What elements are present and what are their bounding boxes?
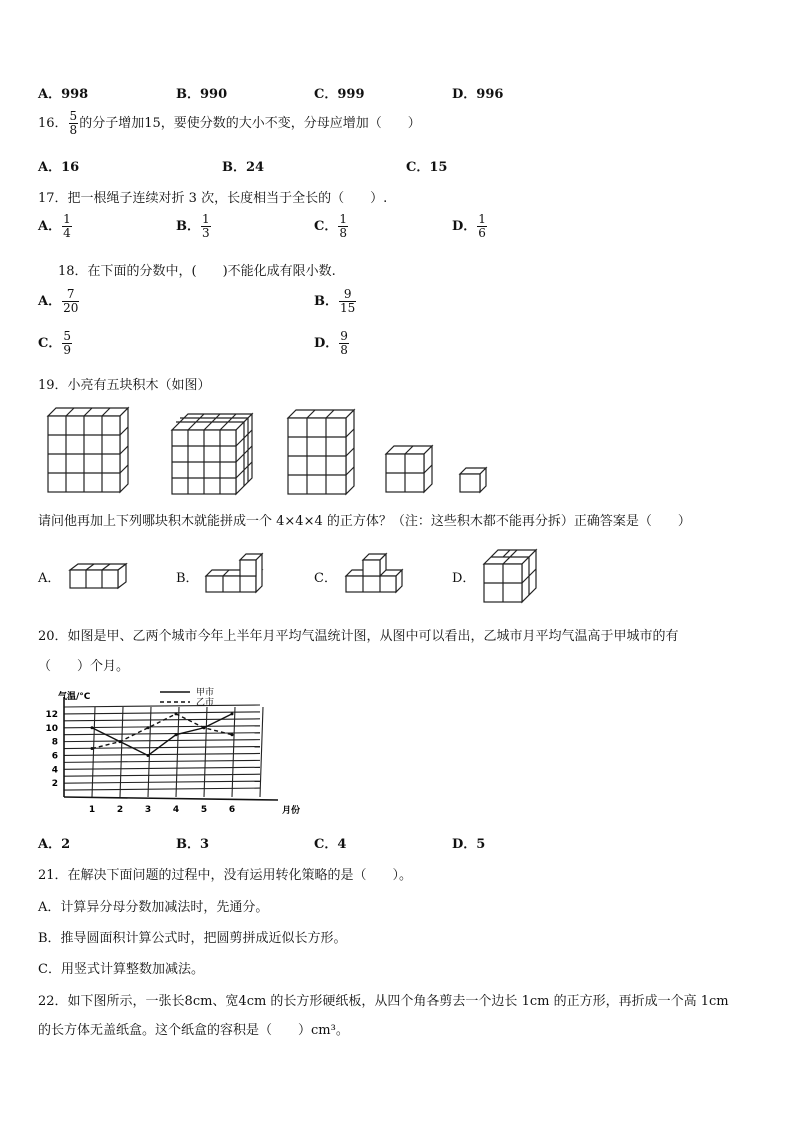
q17-stem: 17．把一根绳子连续对折 3 次，长度相当于全长的（ ）. [38,191,388,206]
q19-option-b-figure [204,550,270,594]
q15-option-d: D．996 [452,87,504,102]
legend-label: 乙市 [196,698,215,708]
q20-option-a: A．2 [38,837,71,852]
data-point [91,747,94,750]
grid-line-v [204,707,207,797]
q17-option-b: B． $\frac{1}{3}$ [176,212,210,240]
q21-option-c: C．用竖式计算整数加减法。 [38,962,204,977]
x-tick-label: 4 [172,805,180,815]
data-point [119,740,122,743]
q19-option-c-figure [344,550,410,594]
legend-label: 甲市 [196,688,215,698]
q21-stem: 21．在解决下面问题的过程中，没有运用转化策略的是（ ）。 [38,868,413,883]
q15-option-c: C．999 [314,87,365,102]
q20-option-d: D．5 [452,837,486,852]
x-tick-label: 1 [88,805,96,815]
q19-option-d-figure [482,546,542,606]
grid-line-h [64,781,260,783]
q17-option-a: A． $\frac{1}{4}$ [38,212,71,240]
y-tick-label: 6 [51,751,58,762]
x-tick-label: 2 [116,805,124,815]
y-tick-label: 10 [45,723,58,734]
q18-option-d: D． $\frac{9}{8}$ [314,329,348,357]
data-point [147,754,150,757]
q22-stem-line1: 22．如下图所示，一张长8cm、宽4cm 的长方形硬纸板，从四个角各剪去一个边长 1cm 的正方形，再折成一个高 1cm [38,994,729,1009]
grid-line-h [64,705,260,707]
q15-option-a: A．998 [38,87,89,102]
q15-option-b: B．990 [176,87,228,102]
block-1 [48,408,128,492]
q19-five-blocks-figure [40,400,500,500]
y-axis-label: 气温/°C [58,692,91,702]
y-tick-label: 12 [45,709,58,720]
data-point [175,712,178,715]
data-point [231,733,234,736]
y-tick-label: 8 [51,737,58,748]
q20-option-b: B．3 [176,837,210,852]
x-tick-label: 3 [144,805,152,815]
q20-stem: 20．如图是甲、乙两个城市今年上半年月平均气温统计图，从图中可以看出，乙城市月平均气温高于甲城市的有 [38,629,679,644]
q19-option-b-label: B． [176,571,199,586]
q16-option-a: A．16 [38,160,80,175]
block-5 [460,468,486,492]
block-2 [172,414,252,494]
x-axis [64,797,278,800]
block-3 [288,410,354,494]
q17-option-c: C． $\frac{1}{8}$ [314,212,347,240]
y-tick-label: 4 [51,765,58,776]
data-point [147,726,150,729]
temperature-line-chart [40,685,301,820]
q19-question: 请问他再加上下列哪块积木就能拼成一个 4×4×4 的正方体？（注：这些积木都不能再分拆）正确答案是（ ） [38,514,691,529]
y-tick-label: 2 [51,779,58,790]
q18-option-a: A． $\frac{7}{20}$ [38,287,79,315]
q16-option-b: B．24 [222,160,265,175]
block-4 [386,446,432,492]
q16-stem: 16． $\frac{5}{8}$ 的分子增加15，要使分数的大小不变，分母应增加（ ） [38,109,421,137]
q19-option-c-label: C． [314,571,337,586]
q16-option-c: C．15 [406,160,448,175]
x-tick-label: 6 [228,805,236,815]
q17-option-d: D． $\frac{1}{6}$ [452,212,486,240]
q18-stem: 18．在下面的分数中，( )不能化成有限小数. [58,264,336,279]
x-axis-label: 月份 [282,806,301,816]
data-point [91,726,94,729]
q18-option-c: C． $\frac{5}{9}$ [38,329,71,357]
grid-line-h [64,788,260,790]
grid-line-v [260,707,263,797]
q20-option-c: C．4 [314,837,347,852]
q20-stem-continued: （ ）个月。 [38,659,130,674]
data-point [231,712,234,715]
q21-option-a: A．计算异分母分数加减法时，先通分。 [38,900,269,915]
q22-stem-line2: 的长方体无盖纸盒。这个纸盒的容积是（ ）cm³。 [38,1023,349,1038]
grid-line-h [64,719,260,721]
grid-line-v [232,707,235,797]
q16-fraction: $\frac{5}{8}$ [69,109,78,137]
data-point [203,726,206,729]
q19-stem: 19．小亮有五块积木（如图） [38,378,211,393]
data-point [175,733,178,736]
grid-line-v [176,707,179,797]
q19-option-a-label: A． [38,571,61,586]
x-tick-label: 5 [200,805,208,815]
q21-option-b: B．推导圆面积计算公式时，把圆剪拼成近似长方形。 [38,931,347,946]
grid-line-h [64,774,260,776]
q19-option-a-figure [68,562,132,590]
q18-option-b: B． $\frac{9}{15}$ [314,287,356,315]
q19-option-d-label: D． [452,571,476,586]
